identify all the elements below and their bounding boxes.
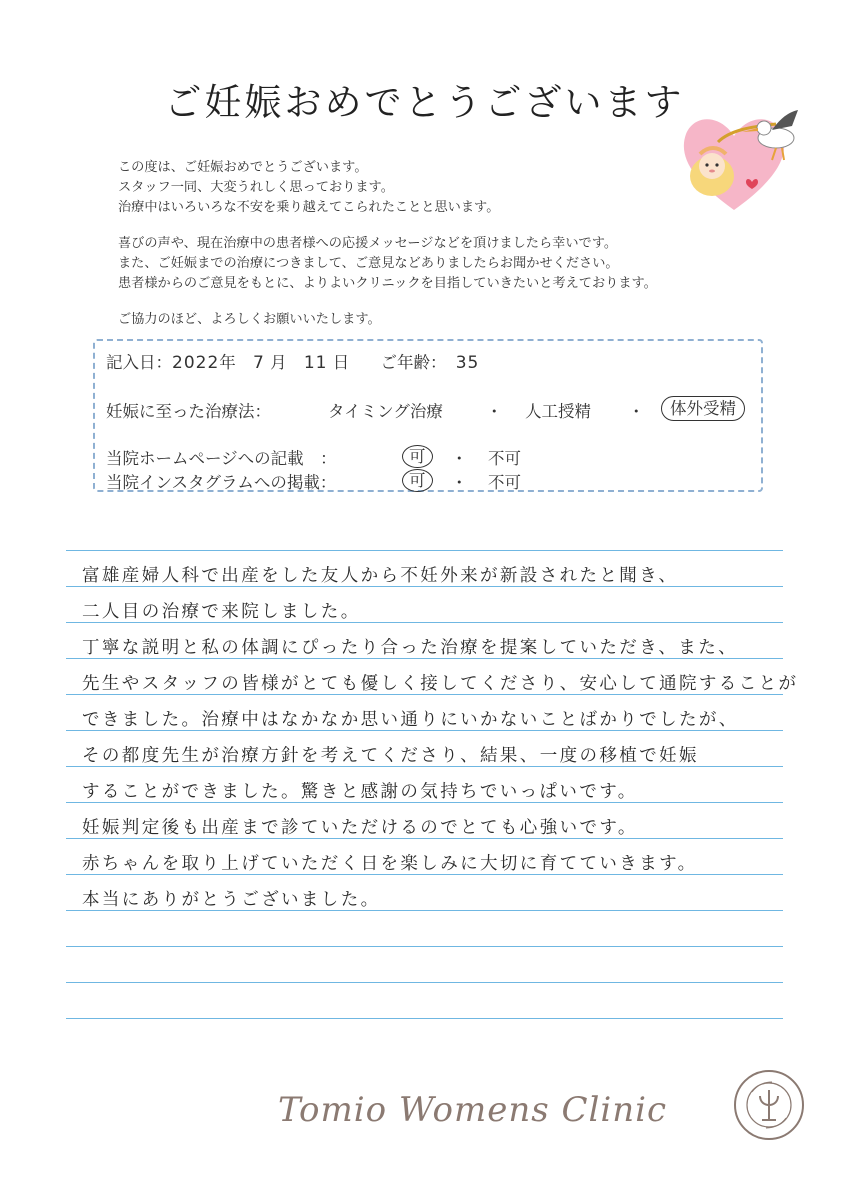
year-value: 2022: [172, 353, 220, 373]
intro-line: この度は、ご妊娠おめでとうございます。: [118, 160, 368, 175]
homepage-no: 不可: [488, 449, 521, 468]
ruled-line: [66, 982, 783, 983]
clinic-emblem-logo: [732, 1068, 806, 1142]
homepage-yes-selected: [402, 443, 433, 467]
selection-circle: 可: [402, 469, 433, 492]
day-value: 11: [303, 353, 328, 373]
month-value: 7: [253, 353, 265, 373]
message-line: 妊娠判定後も出産まで診ていただけるのでとても心強いです。: [82, 818, 638, 838]
age-value: 35: [455, 353, 480, 373]
message-line: することができました。驚きと感謝の気持ちでいっぱいです。: [82, 782, 638, 802]
instagram-yes-selected: [402, 467, 433, 491]
message-line: 富雄産婦人科で出産をした友人から不妊外来が新設されたと聞き、: [82, 566, 679, 586]
year-unit: 年: [219, 353, 236, 372]
intro-line: また、ご妊娠までの治療につきまして、ご意見などありましたらお聞かせください。: [118, 256, 619, 271]
treatment-option-iui: 人工授精: [525, 402, 591, 421]
separator-dot: ・: [451, 473, 468, 492]
message-line: 先生やスタッフの皆様がとても優しく接してくださり、安心して通院することが: [82, 674, 799, 694]
separator-dot: ・: [628, 402, 645, 421]
message-line: 丁寧な説明と私の体調にぴったり合った治療を提案していただき、また、: [82, 638, 738, 658]
selection-circle: 体外受精: [661, 396, 745, 421]
treatment-option-ivf-selected: [661, 395, 745, 419]
message-line: 本当にありがとうございました。: [82, 890, 381, 910]
instagram-label: 当院インスタグラムへの掲載：: [106, 473, 337, 492]
date-row: [106, 349, 479, 373]
intro-text: [118, 158, 778, 330]
ruled-line: [66, 946, 783, 947]
intro-line: 喜びの声や、現在治療中の患者様への応援メッセージなどを頂けましたら幸いです。: [118, 236, 618, 251]
message-line: 赤ちゃんを取り上げていただく日を楽しみに大切に育てていきます。: [82, 854, 698, 874]
date-label: 記入日：: [106, 353, 172, 372]
intro-line: スタッフ一同、大変うれしく思っております。: [118, 180, 394, 195]
message-line: できました。治療中はなかなか思い通りにいかないことばかりでしたが、: [82, 710, 739, 730]
treatment-option-timing: タイミング治療: [328, 402, 443, 421]
separator-dot: ・: [451, 449, 468, 468]
separator-dot: ・: [486, 402, 503, 421]
message-line: その都度先生が治療方針を考えてくださり、結果、一度の移植で妊娠: [82, 746, 699, 766]
ruled-line: [66, 1018, 783, 1019]
homepage-label: 当院ホームページへの記載 ：: [106, 449, 337, 468]
month-unit: 月: [270, 353, 287, 372]
clinic-logo-text: Tomio Womens Clinic: [278, 1090, 668, 1130]
instagram-no: 不可: [488, 473, 521, 492]
intro-line: 患者様からのご意見をもとに、よりよいクリニックを目指していきたいと考えております。: [118, 276, 657, 291]
intro-line: ご協力のほど、よろしくお願いいたします。: [118, 312, 381, 327]
age-label: ご年齢：: [380, 353, 447, 372]
page-title: ご妊娠おめでとうございます: [164, 81, 685, 124]
treatment-label: 妊娠に至った治療法：: [106, 402, 271, 421]
day-unit: 日: [332, 353, 350, 372]
selection-circle: 可: [402, 445, 433, 468]
intro-line: 治療中はいろいろな不安を乗り越えてこられたことと思います。: [118, 200, 500, 215]
message-line: 二人目の治療で来院しました。: [82, 602, 361, 622]
ruled-line: [66, 550, 783, 551]
